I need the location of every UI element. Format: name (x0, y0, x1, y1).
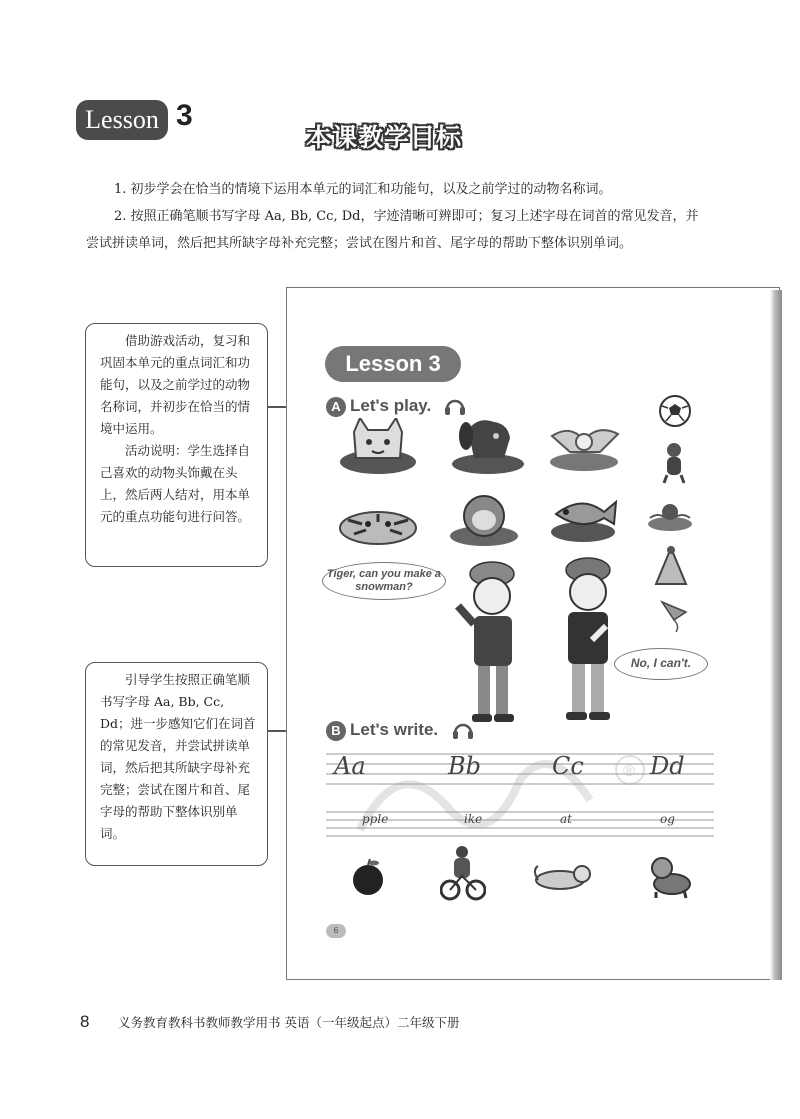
lesson-label: Lesson (76, 100, 168, 140)
speech-bubble-answer: No, I can't. (614, 648, 708, 680)
side-note-play (85, 323, 268, 567)
kite-icon (656, 598, 694, 634)
cat-icon (530, 862, 594, 894)
monkey-on-bike-icon (440, 844, 486, 902)
headphone-icon-2 (452, 720, 474, 740)
objective-1: 1. 初步学会在恰当的情境下运用本单元的词汇和功能句，以及之前学过的动物名称词。 (114, 182, 612, 197)
monkey-toy-icon (656, 440, 692, 484)
section-a-title: Let's play. (350, 396, 432, 415)
boy-with-tiger-mask-illustration (452, 560, 532, 728)
side-note-play-para-2: 活动说明：学生选择自己喜欢的动物头饰戴在头上，然后两人结对，用本单元的重点功能句进行问答。 (100, 443, 251, 524)
word-fragment-cat: at (560, 812, 572, 826)
objective-2: 2. 按照正确笔顺书写字母 Aa, Bb, Cc, Dd，字迹清晰可辨即可；复习上述字母在词首的常见发音，并尝试拼读单词，然后把其所缺字母补充完整；尝试在图片和首、尾字母的帮助下整体识别单词。 (86, 209, 699, 251)
letter-dd: Dd (650, 752, 685, 780)
section-b-badge: B (326, 721, 346, 741)
side-note-play-para-1: 借助游戏活动，复习和巩固本单元的重点词汇和功能句，以及之前学过的动物名称词，并初步在恰当的情境中运用。 (100, 333, 251, 436)
cat-mask-icon (338, 418, 418, 476)
snowman-hat-icon (652, 544, 690, 586)
tiger-mask-icon (336, 494, 420, 546)
football-icon (658, 394, 692, 428)
dog-icon (646, 852, 696, 900)
page-number: 8 (80, 1012, 90, 1031)
page-edge-shadow (770, 290, 782, 980)
book-lesson-title: Lesson 3 (325, 346, 461, 382)
word-fragment-dog: og (660, 812, 675, 826)
boy-answering-illustration (548, 556, 628, 726)
letter-cc: Cc (552, 752, 584, 780)
teaching-goals-title: 本课教学目标 (306, 123, 463, 152)
word-fragment-apple: pple (362, 812, 389, 826)
side-note-write (85, 662, 268, 866)
letter-bb: Bb (448, 752, 481, 780)
word-fragment-bike: ike (464, 812, 483, 826)
registered-mark: ® (623, 763, 635, 780)
book-page-number: 6 (326, 924, 346, 938)
book-title-footer: 义务教育教科书教师教学用书 英语（一年级起点）二年级下册 (118, 1015, 460, 1030)
lesson-number: 3 (176, 99, 193, 132)
bird-mask-icon (544, 418, 624, 474)
dog-mask-icon (448, 414, 528, 476)
speech-bubble-question: Tiger, can you make a snowman? (322, 562, 446, 600)
monkey-mask-icon (446, 490, 522, 548)
apple-icon (350, 858, 386, 896)
section-b-title: Let's write. (350, 720, 439, 739)
swimming-animal-icon (646, 498, 694, 532)
side-note-write-para-1: 引导学生按照正确笔顺书写字母 Aa, Bb, Cc, Dd；进一步感知它们在词首的常见发音，并尝试拼读单词，然后把其所缺字母补充完整；尝试在图片和首、尾字母的帮助下整体识别单词。 (100, 672, 256, 841)
letter-aa: Aa (334, 752, 366, 780)
section-a-badge: A (326, 397, 346, 417)
headphone-icon (444, 396, 466, 416)
fish-mask-icon (548, 492, 618, 544)
